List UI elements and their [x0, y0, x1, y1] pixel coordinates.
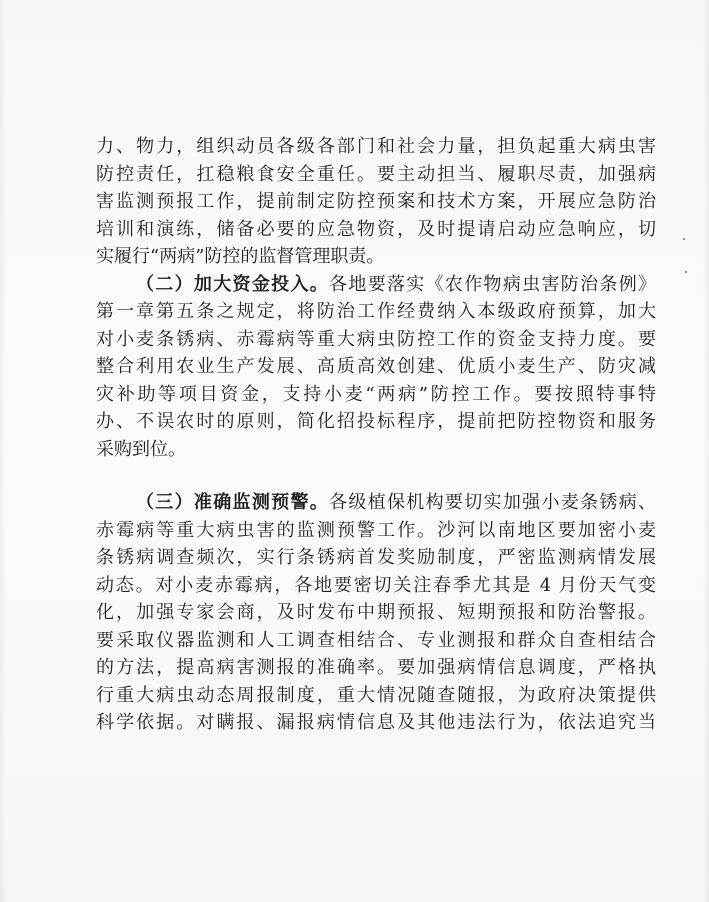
- text-line: 采购到位。: [96, 438, 186, 460]
- scan-speck: [683, 238, 685, 240]
- text-line: 赤霉病等重大病虫害的监测预警工作。沙河以南地区要加密小麦: [96, 519, 656, 541]
- section-first-line: [96, 271, 656, 299]
- text-line: 行重大病虫动态周报制度，重大情况随查随报，为政府决策提供: [96, 684, 656, 706]
- text-line: 培训和演练，储备必要的应急物资，及时提请启动应急响应，切: [96, 218, 656, 240]
- text-line: 害监测预报工作，提前制定防控预案和技术方案，开展应急防治: [96, 191, 656, 212]
- scan-edge-right: [703, 0, 709, 902]
- text-line: 第一章第五条之规定，将防治工作经费纳入本级政府预算，加大: [96, 301, 656, 322]
- section-funding: [96, 271, 656, 464]
- paragraph-gap: [96, 463, 656, 489]
- text-span: 各级植保机构要切实加强小麦条锈病、: [329, 492, 656, 513]
- text-line: 对小麦条锈病、赤霉病等重大病虫防控工作的资金支持力度。要: [96, 328, 656, 350]
- text-line: 条锈病调查频次，实行条锈病首发奖励制度，严密监测病情发展: [96, 547, 656, 568]
- text-line: 的方法，提高病害测报的准确率。要加强病情信息调度，严格执: [96, 657, 656, 678]
- document-body: [96, 133, 656, 737]
- section-heading: （二）加大资金投入。: [136, 273, 330, 295]
- text-line: 实履行“两病”防控的监督管理职责。: [96, 246, 385, 267]
- section-heading: （三）准确监测预警。: [136, 492, 330, 513]
- text-line: 防控责任，扛稳粮食安全重任。要主动担当、履职尽责，加强病: [96, 163, 656, 185]
- scan-speck: [685, 271, 687, 273]
- text-line: 灾补助等项目资金，支持小麦“两病”防控工作。要按照特事特: [96, 383, 656, 405]
- text-line: 动态。对小麦赤霉病，各地要密切关注春季尤其是 4 月份天气变: [96, 574, 656, 596]
- section-first-line: [96, 489, 656, 517]
- scan-edge-left: [0, 0, 6, 902]
- text-line: 化，加强专家会商，及时发布中期预报、短期预报和防治警报。: [96, 602, 656, 623]
- text-line: 整合利用农业生产发展、高质高效创建、优质小麦生产、防灾减: [96, 356, 656, 377]
- text-line: 力、物力，组织动员各级各部门和社会力量，担负起重大病虫害: [96, 136, 656, 157]
- text-line: 办、不误农时的原则，简化招投标程序，提前把防控物资和服务: [96, 411, 656, 432]
- paragraph-continuation: [96, 133, 656, 271]
- section-monitoring: [96, 489, 656, 737]
- text-span: 各地要落实《农作物病虫害防治条例》: [329, 273, 656, 295]
- text-line: 科学依据。对瞒报、漏报病情信息及其他违法行为，依法追究当: [96, 712, 656, 733]
- text-line: 要采取仪器监测和人工调查相结合、专业测报和群众自查相结合: [96, 629, 656, 651]
